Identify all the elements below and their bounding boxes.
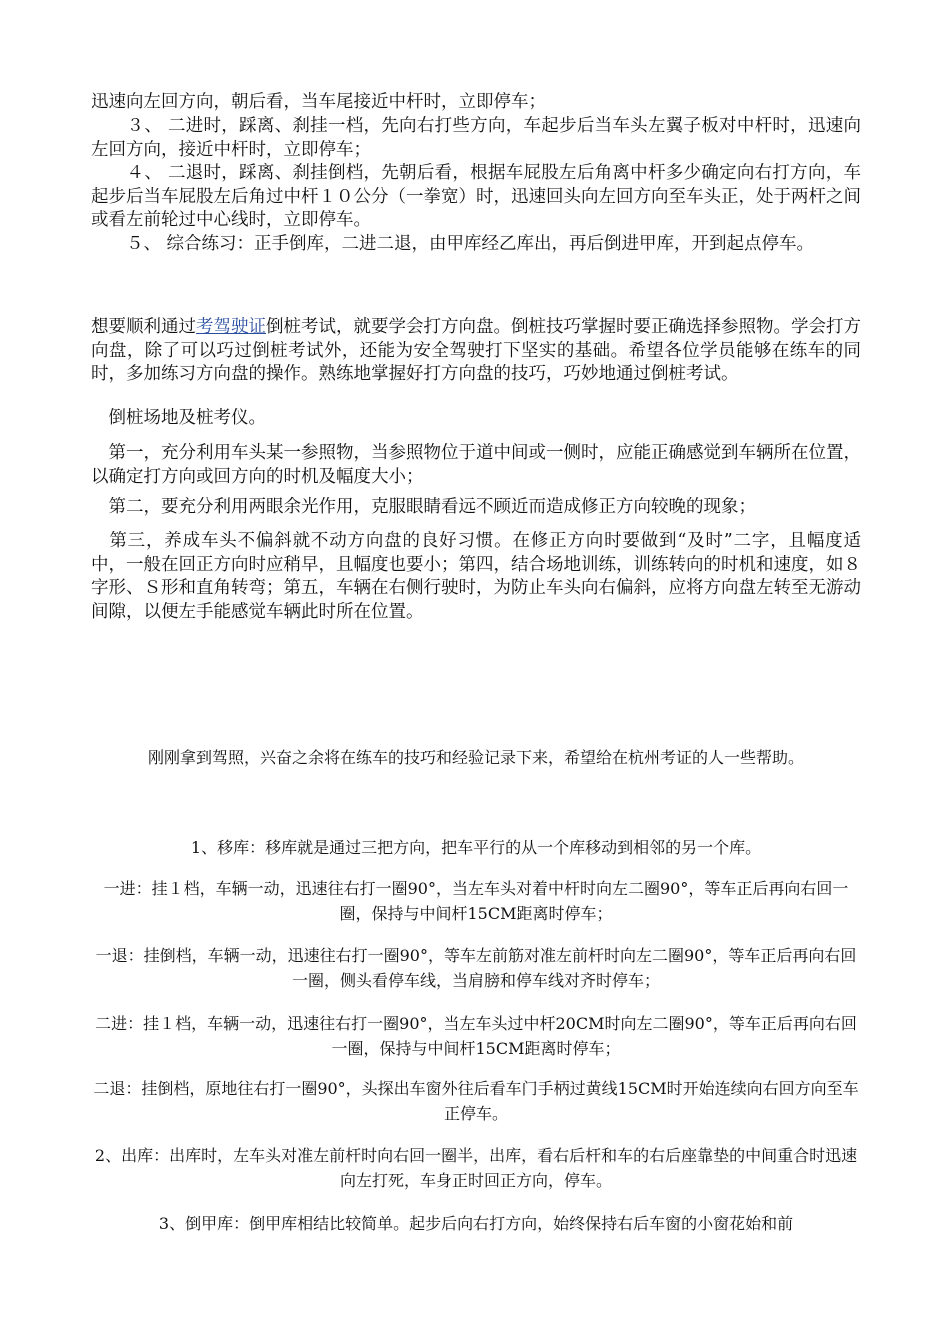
step-3-paragraph: ３、 二进时，踩离、刹挂一档，先向右打些方向，车起步后当车头左翼子板对中杆时，迅速向左回方向，接近中杆时，立即停车； xyxy=(91,116,861,160)
step-5-paragraph: ５、 综合练习：正手倒库，二进二退，由甲库经乙库出，再后倒进甲库，开到起点停车。 xyxy=(91,234,815,254)
first-forward-paragraph: 一进：挂１档，车辆一动，迅速往右打一圈90°，当左车头对着中杆时向左二圈90°，等车正后再向右回一圈，保持与中间杆15CM距离时停车； xyxy=(103,879,849,923)
tip-second-paragraph: 第二，要充分利用两眼余光作用，克服眼睛看远不顾近而造成修正方向较晚的现象； xyxy=(91,497,756,517)
intro-text-before: 想要顺利通过 xyxy=(91,317,196,337)
exit-garage-paragraph: 2、出库：出库时，左车头对准左前杆时向右回一圈半，出库，看右后杆和车的右后座靠垫的中间重合时迅速向左打死，车身正时回正方向，停车。 xyxy=(94,1146,858,1190)
first-reverse-paragraph: 一退：挂倒档，车辆一动，迅速往右打一圈90°，等车左前筋对准左前杆时向左二圈90°，等车正后再向右回一圈，侧头看停车线，当肩膀和停车线对齐时停车； xyxy=(95,946,857,990)
intro-text-after: 倒桩考试，就要学会打方向盘。倒桩技巧掌握时要正确选择参照物。学会打方向盘，除了可以巧过倒桩考试外，还能为安全驾驶打下坚实的基础。希望各位学员能够在练车的同时，多加练习方向盘的操作。熟练地掌握好打方向盘的技巧，巧妙地通过倒桩考试。 xyxy=(91,317,861,384)
driving-license-link[interactable]: 考驾驶证 xyxy=(196,317,266,337)
second-forward-paragraph: 二进：挂１档，车辆一动，迅速往右打一圈90°，当左车头过中杆20CM时向左二圈90°，等车正后再向右回一圈，保持与中间杆15CM距离时停车； xyxy=(95,1014,857,1058)
section-heading: 倒桩场地及桩考仪。 xyxy=(91,408,266,428)
tip-third-paragraph: 第三，养成车头不偏斜就不动方向盘的良好习惯。在修正方向时要做到“及时”二字，且幅度适中，一般在回正方向时应稍早，且幅度也要小；第四，结合场地训练，训练转向的时机和速度，如８字形、Ｓ形和直角转弯；第五，车辆在右侧行驶时，为防止车头向右偏斜，应将方向盘左转至无游动间隙，以便左手能感觉车辆此时所在位置。 xyxy=(91,531,861,622)
reverse-garage-a-paragraph: 3、倒甲库：倒甲库相结比较简单。起步后向右打方向，始终保持右后车窗的小窗花始和前 xyxy=(158,1214,794,1233)
second-reverse-paragraph: 二退：挂倒档，原地往右打一圈90°，头探出车窗外往后看车门手柄过黄线15CM时开始连续向右回方向至车正停车。 xyxy=(93,1079,859,1123)
step-4-paragraph: ４、 二退时，踩离、刹挂倒档，先朝后看，根据车屁股左后角离中杆多少确定向右打方向，车起步后当车屁股左后角过中杆１０公分（一拳宽）时，迅速回头向左回方向至车头正，处于两杆之间或看左前轮过中心线时，立即停车。 xyxy=(91,163,861,230)
tip-first-paragraph: 第一，充分利用车头某一参照物，当参照物位于道中间或一侧时，应能正确感觉到车辆所在位置，以确定打方向或回方向的时机及幅度大小； xyxy=(91,443,861,487)
intro-paragraph xyxy=(91,316,861,387)
experience-intro: 刚刚拿到驾照，兴奋之余将在练车的技巧和经验记录下来，希望给在杭州考证的人一些帮助。 xyxy=(147,748,804,767)
move-garage-paragraph: 1、移库：移库就是通过三把方向，把车平行的从一个库移动到相邻的另一个库。 xyxy=(190,838,762,857)
paragraph-continuation: 迅速向左回方向，朝后看，当车尾接近中杆时，立即停车； xyxy=(91,92,546,112)
